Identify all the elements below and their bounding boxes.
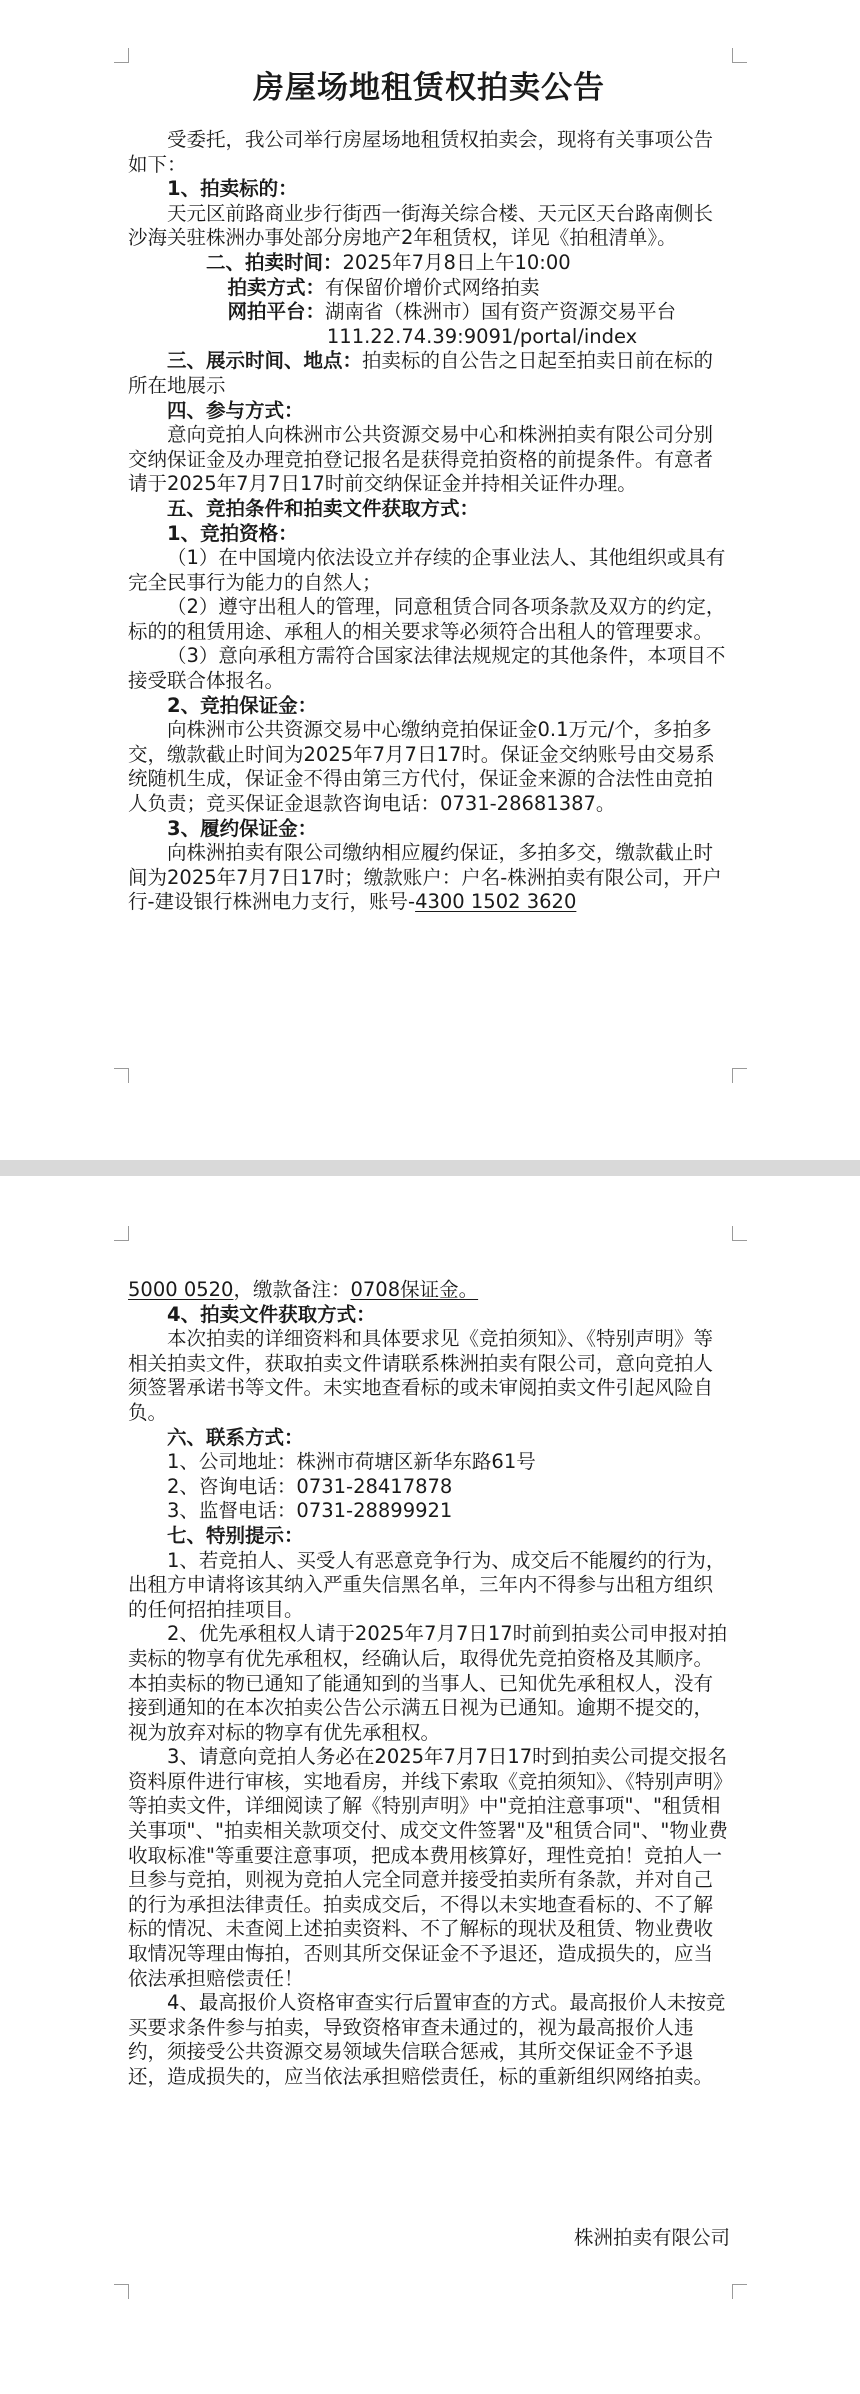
page-title: 房屋场地租赁权拍卖公告 [253, 70, 605, 106]
tip-1: 1、若竞拍人、买受人有恶意竞争行为、成交后不能履约的行为，出租方申请将该其纳入严重失信黑名单，三年内不得参与出租方组织的任何招拍挂项目。 [128, 1548, 726, 1621]
s7-heading: 七、特别提示： [167, 1523, 304, 1547]
s3-label: 三、展示时间、地点： [167, 349, 363, 373]
s3-text: 拍卖标的自公告之日起至拍卖日前在标的所在地展示 [128, 349, 714, 397]
s6-heading: 六、联系方式： [167, 1425, 304, 1449]
company-address: 1、公司地址：株洲市荷塘区新华东路61号 [167, 1450, 536, 1474]
auction-time-value: 2025年7月8日上午10:00 [342, 250, 571, 274]
performance-deposit-text: 向株洲拍卖有限公司缴纳相应履约保证，多拍多交，缴款截止时间为2025年7月7日17时；缴款账户：户名-株洲拍卖有限公司，开户行-建设银行株洲电力支行，账号- [128, 841, 722, 914]
document-page-2 [0, 1176, 860, 2394]
supervision-phone: 3、监督电话：0731-28899921 [167, 1499, 453, 1523]
deposit-text: 向株洲市公共资源交易中心缴纳竞拍保证金0.1万元/个，多拍多交，缴款截止时间为2025年7月7日17时。保证金交纳账号由交易系统随机生成，保证金不得由第三方代付，保证金来源的合法性由竞拍人负责；竞买保证金退款咨询电话：0731-28681387。 [128, 718, 715, 816]
platform-url: 111.22.74.39:9091/portal/index [326, 324, 638, 348]
page-1-body [128, 128, 730, 915]
documents-heading: 4、拍卖文件获取方式： [167, 1302, 376, 1326]
s1-heading: 1、拍卖标的： [167, 177, 298, 201]
qualification-2: （2）遵守出租人的管理，同意租赁合同各项条款及双方的约定，标的的租赁用途、承租人的相关要求等必须符合出租人的管理要求。 [128, 595, 726, 643]
crop-mark [732, 1226, 747, 1241]
s1-text: 天元区前路商业步行街西一街海关综合楼、天元区天台路南侧长沙海关驻株洲办事处部分房地产2年租赁权，详见《拍租清单》。 [128, 201, 714, 250]
auction-method-value: 有保留价增价式网络拍卖 [324, 275, 540, 299]
s4-text: 意向竞拍人向株洲市公共资源交易中心和株洲拍卖有限公司分别交纳保证金及办理竞拍登记报名是获得竞拍资格的前提条件。有意者请于2025年7月7日17时前交纳保证金并持相关证件办理。 [128, 423, 714, 496]
page-separator [0, 1160, 860, 1176]
s5-heading: 五、竞拍条件和拍卖文件获取方式： [167, 496, 480, 520]
signature-company: 株洲拍卖有限公司 [573, 2226, 730, 2249]
tip-4: 4、最高报价人资格审查实行后置审查的方式。最高报价人未按竞买要求条件参与拍卖，导致资格审查未通过的，视为最高报价人违约，须接受公共资源交易领域失信联合惩戒，其所交保证金不予退还，造成损失的，应当依法承担赔偿责任，标的重新组织网络拍卖。 [128, 1991, 726, 2088]
account-number-part-1: 4300 1502 3620 [415, 890, 577, 914]
qualification-3: （3）意向承租方需符合国家法律法规规定的其他条件，本项目不接受联合体报名。 [128, 644, 726, 693]
tip-2: 2、优先承租权人请于2025年7月7日17时前到拍卖公司申报对拍卖标的物享有优先承租权，经确认后，取得优先竞拍资格及其顺序。本拍卖标的物已通知了能通知到的当事人、已知优先承租权人，没有接到通知的在本次拍卖公告公示满五日视为已通知。逾期不提交的，视为放弃对标的物享有优先承租权。 [128, 1622, 728, 1744]
consult-phone: 2、咨询电话：0731-28417878 [167, 1474, 453, 1498]
tip-3: 3、请意向竞拍人务必在2025年7月7日17时到拍卖公司提交报名资料原件进行审核，实地看房，并线下索取《竞拍须知》、《特别声明》等拍卖文件，详细阅读了解《特别声明》中"竞拍注意事项"、"租赁相关事项"、"拍卖相关款项交付、成交文件签署"及"租赁合同"、"物业费收取标准"等重要注意事项，把成本费用核算好，理性竞拍！竞拍人一旦参与竞拍，则视为竞拍人完全同意并接受拍卖所有条款，并对自己的行为承担法律责任。拍卖成交后，不得以未实地查看标的、不了解标的情况、未查阅上述拍卖资料、不了解标的现状及租赁、物业费收取情况等理由悔拍，否则其所交保证金不予退还，造成损失的，应当依法承担赔偿责任！ [128, 1745, 728, 1990]
s4-heading: 四、参与方式： [167, 398, 304, 422]
account-number-part-2: 5000 0520 [128, 1278, 234, 1301]
crop-mark [114, 48, 129, 63]
crop-mark [114, 1068, 129, 1083]
qualification-heading: 1、竞拍资格： [167, 521, 298, 545]
crop-mark [732, 48, 747, 63]
performance-deposit-heading: 3、履约保证金： [167, 816, 318, 840]
auction-time-label: 二、拍卖时间： [206, 250, 343, 274]
crop-mark [732, 1068, 747, 1083]
documents-text: 本次拍卖的详细资料和具体要求见《竞拍须知》、《特别声明》等相关拍卖文件，获取拍卖文件请联系株洲拍卖有限公司，意向竞拍人须签署承诺书等文件。未实地查看标的或未审阅拍卖文件引起风险自负。 [128, 1327, 714, 1424]
crop-mark [114, 2284, 129, 2299]
payment-note: 0708保证金。 [350, 1278, 479, 1301]
platform-value: 湖南省（株洲市）国有资产资源交易平台 [324, 300, 676, 324]
page-2-body [128, 1278, 730, 2090]
crop-mark [114, 1226, 129, 1241]
document-page-1 [0, 0, 860, 1160]
payment-note-label: ，缴款备注： [233, 1278, 351, 1301]
auction-method-label: 拍卖方式： [227, 275, 325, 299]
deposit-heading: 2、竞拍保证金： [167, 693, 318, 717]
qualification-1: （1）在中国境内依法设立并存续的企事业法人、其他组织或具有完全民事行为能力的自然人； [128, 546, 726, 594]
platform-label: 网拍平台： [227, 300, 325, 324]
intro-text: 受委托，我公司举行房屋场地租赁权拍卖会，现将有关事项公告如下： [128, 128, 714, 176]
crop-mark [732, 2284, 747, 2299]
